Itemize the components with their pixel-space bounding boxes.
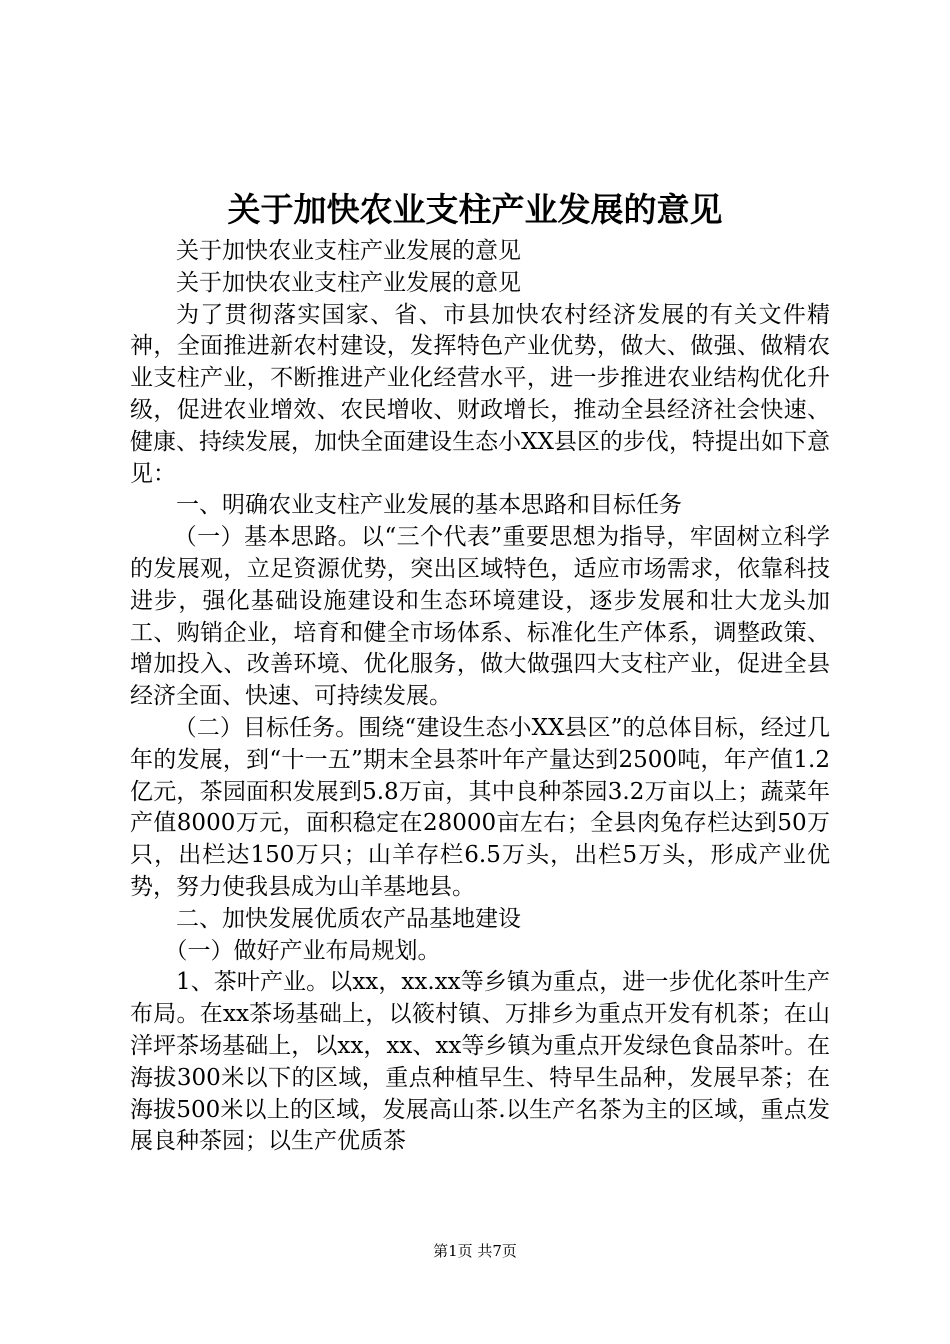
page-footer: 第1页 共7页 bbox=[433, 1242, 517, 1260]
subtitle-line-1: 关于加快农业支柱产业发展的意见 bbox=[176, 238, 521, 264]
document-body bbox=[130, 236, 830, 1158]
section-heading-2: 二、加快发展优质农产品基地建设 bbox=[176, 905, 521, 932]
tea-industry-paragraph: 1、茶叶产业。以xx，xx.xx等乡镇为重点，进一步优化茶叶生产布局。在xx茶场基础上，以筱村镇、万排乡为重点开发有机茶；在山洋坪茶场基础上，以xx，xx、xx等乡镇为重点开发绿色食品茶叶。在海拔300米以下的区域，重点种植早生、特早生品种，发展早茶；在海拔500米以上的区域，发展高山茶.以生产名茶为主的区域，重点发展良种茶园；以生产优质茶 bbox=[130, 969, 830, 1155]
basic-approach-paragraph: （一）基本思路。以“三个代表”重要思想为指导，牢固树立科学的发展观，立足资源优势，突出区域特色，适应市场需求，依靠科技进步，强化基础设施建设和生态环境建设，逐步发展和壮大龙头加工、购销企业，培育和健全市场体系、标准化生产体系，调整政策、增加投入、改善环境、优化服务，做大做强四大支柱产业，促进全县经济全面、快速、可持续发展。 bbox=[130, 524, 830, 710]
subsection-heading-layout: （一）做好产业布局规划。 bbox=[164, 937, 441, 964]
document-title: 关于加快农业支柱产业发展的意见 bbox=[227, 190, 723, 229]
target-tasks-paragraph: （二）目标任务。围绕“建设生态小XX县区”的总体目标，经过几年的发展，到“十一五”期末全县茶叶年产量达到2500吨，年产值1.2亿元，茶园面积发展到5.8万亩，其中良种茶园3.2万亩以上；蔬菜年产值8000万元，面积稳定在28000亩左右；全县肉兔存栏达到50万只，出栏达150万只；山羊存栏6.5万头，出栏5万头，形成产业优势，努力使我县成为山羊基地县。 bbox=[130, 714, 830, 900]
intro-paragraph: 为了贯彻落实国家、省、市县加快农村经济发展的有关文件精神，全面推进新农村建设，发挥特色产业优势，做大、做强、做精农业支柱产业，不断推进产业化经营水平，进一步推进农业结构优化升级，促进农业增效、农民增收、财政增长，推动全县经济社会快速、健康、持续发展，加快全面建设生态小XX县区的步伐，特提出如下意见： bbox=[130, 301, 830, 487]
section-heading-1: 一、明确农业支柱产业发展的基本思路和目标任务 bbox=[176, 492, 682, 519]
subtitle-line-2: 关于加快农业支柱产业发展的意见 bbox=[176, 269, 521, 296]
